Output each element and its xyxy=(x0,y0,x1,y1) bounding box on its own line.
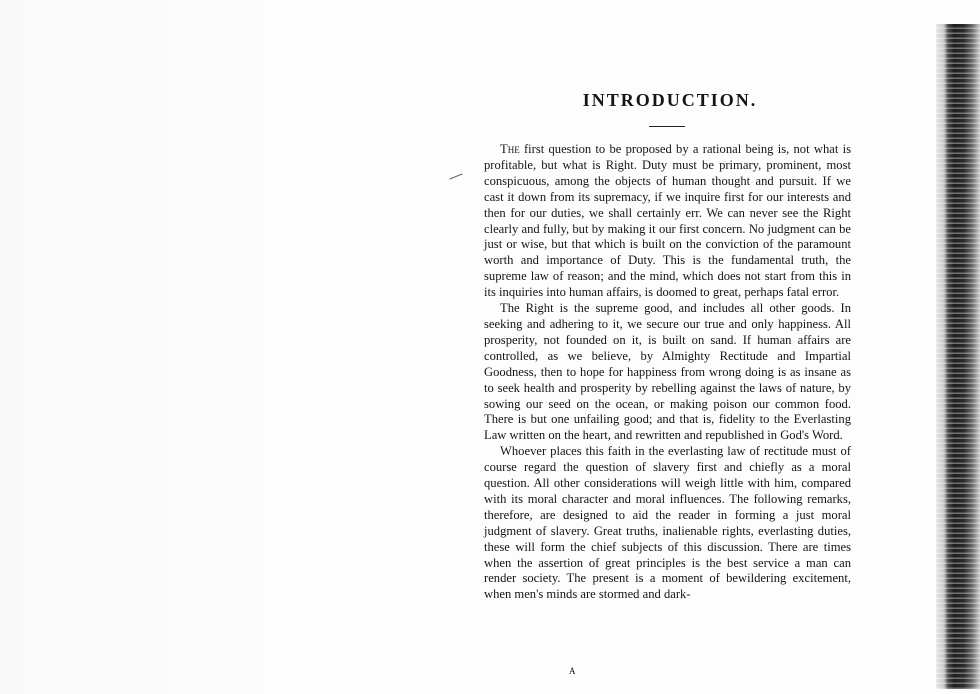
signature-mark: A xyxy=(569,666,577,676)
paragraph-text: first question to be proposed by a rational being is, not what is profitable, but what is Right. Duty must be primary, prominent, most conspicuous, among the objects of human thought and pursuit. If we cast it down from its supremacy, if we inquire first for our interests and then for our duties, we shall certainly err. We can never see the Right clearly and fully, but by making it our first concern. No judgment can be just or wise, but that which is built on the conviction of the paramount worth and importance of Duty. This is the fundamental truth, the supreme law of reason; and the mind, which does not start from this in its inquiries into human affairs, is doomed to great, perhaps fatal error. xyxy=(484,142,851,300)
book-page-edge xyxy=(936,24,980,689)
paragraph-text: The Right is the supreme good, and includes all other goods. In seeking and adhering to it, we secure our true and only happiness. All prosperity, not founded on it, is built on sand. If human affairs are controlled, as we believe, by Almighty Rectitude and Impartial Goodness, then to hope for happiness from wrong doing is as insane as to seek health and prosperity by rebelling against the laws of nature, by sowing our seed on the ocean, or making poison our common food. There is but one unfailing good; and that is, fidelity to the Everlasting Law written on the heart, and rewritten and republished in God's Word. xyxy=(484,301,851,443)
paragraph-text: Whoever places this faith in the everlasting law of rectitude must of course regard the question of slavery first and chiefly as a moral question. All other considerations will weigh little with him, compared with its moral character and moral influences. The following remarks, therefore, are designed to aid the reader in forming a just moral judgment of slavery. Great truths, inalienable rights, everlasting duties, these will form the chief subjects of this discussion. There are times when the assertion of great principles is the best service a man can render society. The present is a moment of bewildering excitement, when men's minds are stormed and dark- xyxy=(484,444,851,602)
paragraph-2 xyxy=(484,301,851,444)
body-text xyxy=(484,142,851,603)
paragraph-1 xyxy=(484,142,851,301)
title-rule xyxy=(649,126,685,127)
paragraph-lead: The xyxy=(500,142,520,156)
paragraph-3 xyxy=(484,444,851,603)
page-title: INTRODUCTION. xyxy=(582,90,758,110)
